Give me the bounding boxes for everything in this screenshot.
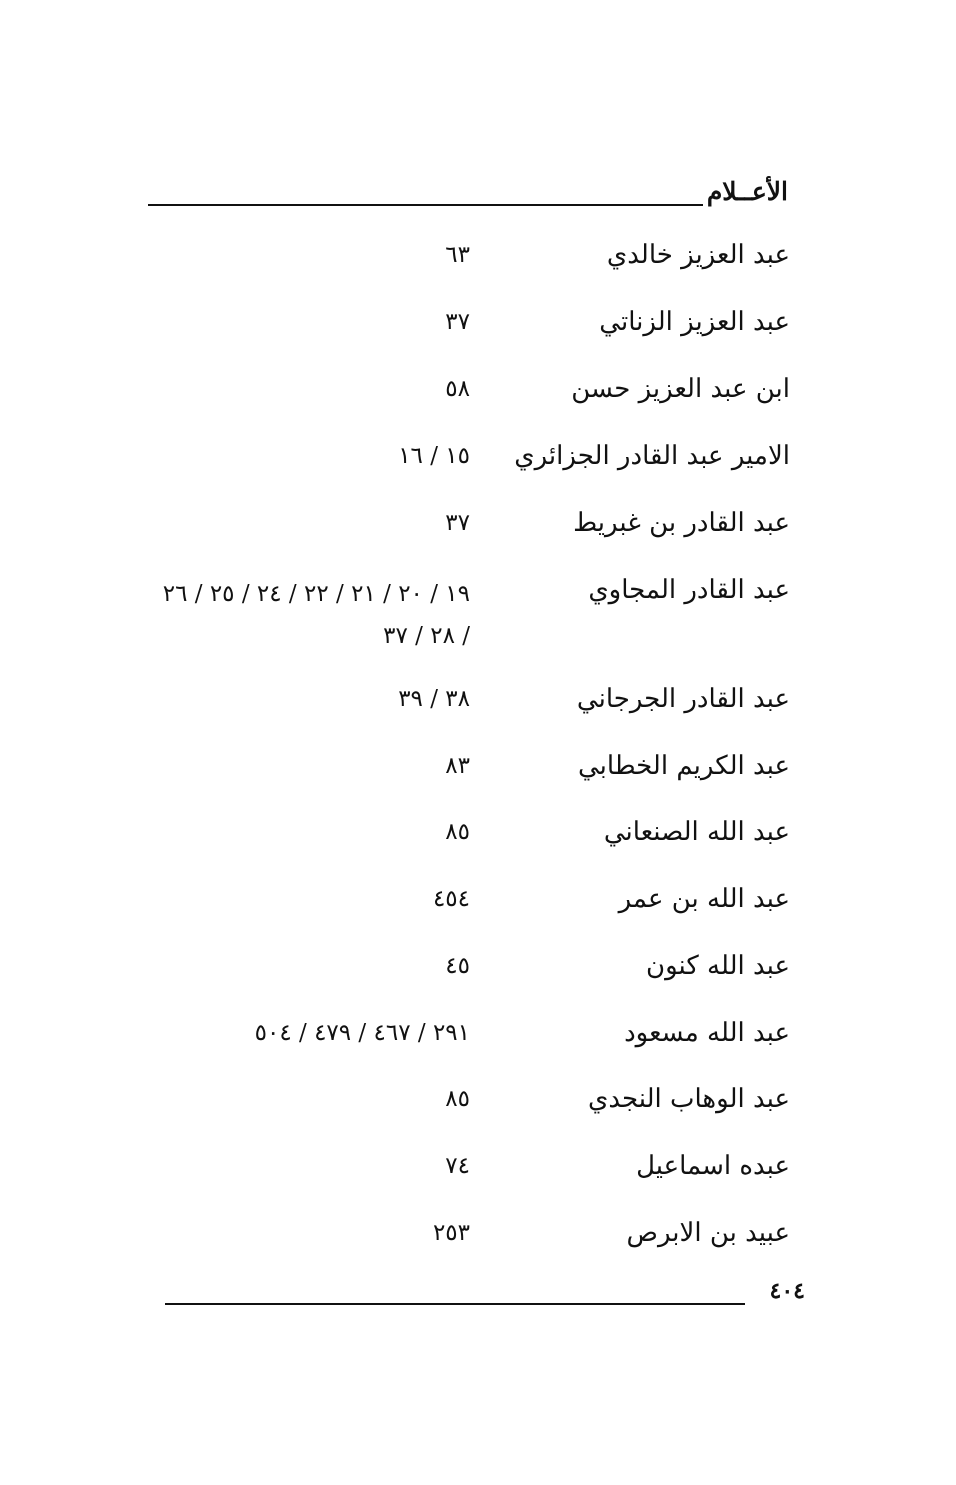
entry-pages: ٣٧ — [445, 309, 470, 335]
entry-pages: ٢٥٣ — [432, 1220, 470, 1246]
entry-pages: ٧٤ — [445, 1153, 470, 1179]
entry-name: عبد القادر المجاوي — [588, 575, 790, 605]
entry-pages: ٢٩١ / ٤٦٧ / ٤٧٩ / ٥٠٤ — [254, 1020, 470, 1046]
entry-pages: ٦٣ — [445, 242, 470, 268]
entry-name: عبيد بن الابرص — [626, 1218, 790, 1248]
entry-pages: ٨٥ — [445, 819, 470, 845]
entry-name: عبد الله بن عمر — [618, 884, 790, 914]
entry-name: ابن عبد العزيز حسن — [571, 374, 790, 404]
entry-name: عبد العزيز الزناتي — [599, 307, 790, 337]
entry-name: عبده اسماعيل — [636, 1151, 790, 1181]
entry-name: الامير عبد القادر الجزائري — [514, 441, 790, 471]
entry-name: عبد الكريم الخطابي — [577, 751, 790, 781]
entry-pages: ٤٥ — [445, 953, 470, 979]
section-title: الأعــلام — [706, 177, 788, 206]
entry-name: عبد الله مسعود — [624, 1018, 790, 1048]
entry-pages: ٤٥٤ — [432, 886, 470, 912]
entry-name: عبد الوهاب النجدي — [588, 1084, 790, 1114]
entry-pages: ٥٨ — [445, 376, 470, 402]
entry-name: عبد العزيز خالدي — [606, 240, 790, 270]
entry-name: عبد الله كنون — [646, 951, 790, 981]
entry-name: عبد الله الصنعاني — [603, 817, 790, 847]
entry-pages: ٨٣ — [445, 753, 470, 779]
entry-pages: ٣٨ / ٣٩ — [398, 686, 470, 712]
entry-name: عبد القادر الجرجاني — [576, 684, 790, 714]
page-footer — [165, 1276, 805, 1306]
entry-pages: ٨٥ — [445, 1086, 470, 1112]
page-header — [148, 172, 788, 212]
footer-divider — [165, 1303, 745, 1305]
page-number: ٤٠٤ — [769, 1278, 805, 1304]
entry-pages: ٣٧ — [445, 510, 470, 536]
entry-pages: ١٩ / ٢٠ / ٢١ / ٢٢ / ٢٤ / ٢٥ / ٢٦ / ٢٨ / ٣٧ — [162, 581, 470, 649]
entry-pages: ١٥ / ١٦ — [398, 443, 470, 469]
entry-name: عبد القادر بن غبريط — [573, 508, 790, 538]
header-divider — [148, 204, 703, 206]
